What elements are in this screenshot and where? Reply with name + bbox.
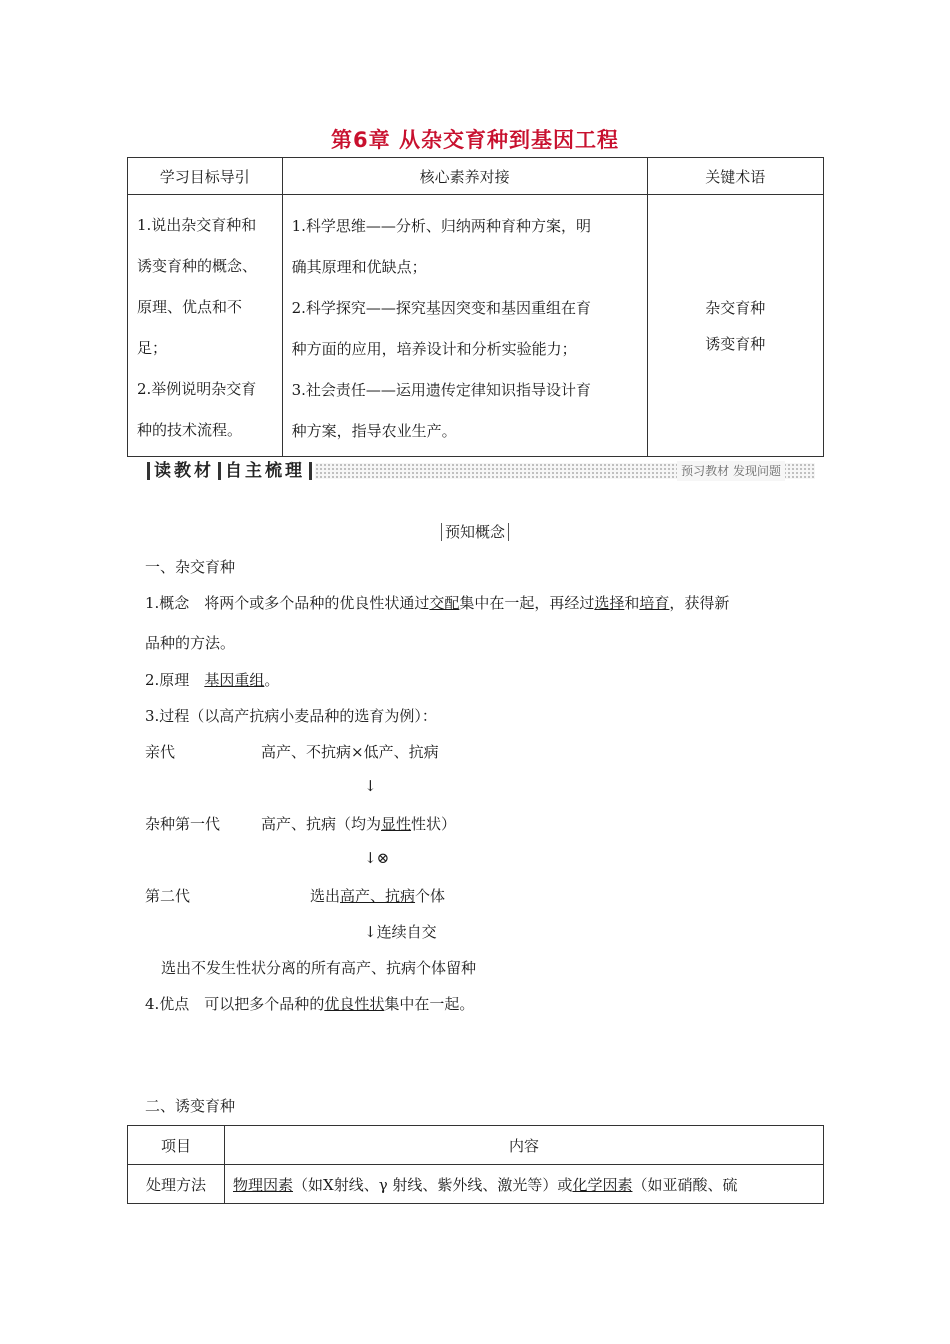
concept-line-2: 品种的方法。 xyxy=(145,634,236,652)
header-terms: 关键术语 xyxy=(647,158,823,195)
row-key: 处理方法 xyxy=(128,1165,225,1204)
literacy-cell xyxy=(282,195,647,457)
table-header-row xyxy=(128,1126,824,1165)
part2-heading: 二、诱变育种 xyxy=(145,1097,236,1115)
answer-blank: 化学因素 xyxy=(572,1175,633,1194)
answer-blank: 显性 xyxy=(381,815,412,833)
table-body-row xyxy=(128,195,824,457)
header-item: 项目 xyxy=(128,1126,225,1165)
final-selection: 选出不发生性状分离的所有高产、抗病个体留种 xyxy=(161,959,477,977)
goal-line: 诱变育种的概念、 xyxy=(137,257,258,275)
term-item: 诱变育种 xyxy=(705,334,766,353)
literacy-line: 1.科学思维——分析、归纳两种育种方案，明 xyxy=(291,217,591,235)
answer-blank: 基因重组 xyxy=(204,671,265,689)
literacy-line: 3.社会责任——运用遗传定律知识指导设计育 xyxy=(291,381,591,399)
arrow-down-icon: ↓ xyxy=(364,777,377,795)
f2-text: 选出高产、抗病个体 xyxy=(310,887,446,905)
parent-label: 亲代 xyxy=(145,743,176,761)
f1-text: 高产、抗病（均为显性性状） xyxy=(261,815,457,833)
answer-blank: 选择 xyxy=(594,594,625,612)
row-value: 物理因素（如X射线、γ 射线、紫外线、激光等）或化学因素（如亚硝酸、硫 xyxy=(225,1165,824,1204)
goal-line: 原理、优点和不 xyxy=(137,298,243,316)
answer-blank: 物理因素 xyxy=(233,1175,294,1194)
header-content: 内容 xyxy=(225,1126,824,1165)
banner-left-b: 自主梳理 xyxy=(225,461,305,481)
terms-cell xyxy=(647,195,823,457)
answer-blank: 培育 xyxy=(639,594,670,612)
principle-line: 2.原理 基因重组。 xyxy=(145,671,280,689)
f1-label: 杂种第一代 xyxy=(145,815,221,833)
answer-blank: 高产、抗病 xyxy=(340,887,416,905)
table-header-row xyxy=(128,158,824,195)
banner-left-a: 读教材 xyxy=(154,461,214,481)
advantage-line: 4.优点 可以把多个品种的优良性状集中在一起。 xyxy=(145,995,475,1013)
continuous-selfing-arrow: ↓连续自交 xyxy=(364,923,437,941)
section-label: 预知概念 xyxy=(0,521,950,542)
goal-line: 种的技术流程。 xyxy=(137,421,243,439)
literacy-line: 2.科学探究——探究基因突变和基因重组在育 xyxy=(291,299,591,317)
concept-line: 1.概念 将两个或多个品种的优良性状通过交配集中在一起，再经过选择和培育，获得新 xyxy=(145,594,730,612)
term-item: 杂交育种 xyxy=(705,298,766,317)
parent-cross: 高产、不抗病×低产、抗病 xyxy=(261,743,439,761)
goal-line: 足； xyxy=(137,339,168,357)
table-row xyxy=(128,1165,824,1204)
literacy-line: 确其原理和优缺点； xyxy=(291,258,427,276)
mutation-breeding-table xyxy=(127,1125,824,1204)
banner-left-heading xyxy=(143,459,316,483)
f2-label: 第二代 xyxy=(145,887,191,905)
part1-heading: 一、杂交育种 xyxy=(145,558,236,576)
literacy-line: 种方面的应用，培养设计和分析实验能力； xyxy=(291,340,577,358)
literacy-line: 种方案，指导农业生产。 xyxy=(291,422,457,440)
section-banner xyxy=(143,459,815,483)
selfing-arrow-icon: ↓⊗ xyxy=(364,849,390,867)
goal-line: 1.说出杂交育种和 xyxy=(137,216,257,234)
header-goals: 学习目标导引 xyxy=(128,158,283,195)
banner-divider xyxy=(309,462,312,480)
banner-divider xyxy=(218,462,221,480)
banner-right-tagline: 预习教材 发现问题 xyxy=(677,461,785,481)
chapter-title: 第6章 从杂交育种到基因工程 xyxy=(331,128,619,152)
goals-cell xyxy=(128,195,283,457)
answer-blank: 交配 xyxy=(429,594,460,612)
answer-blank: 优良性状 xyxy=(324,995,385,1013)
goal-line: 2.举例说明杂交育 xyxy=(137,380,257,398)
process-line: 3.过程（以高产抗病小麦品种的选育为例）： xyxy=(145,707,437,725)
learning-goals-table xyxy=(127,157,824,457)
banner-divider xyxy=(147,462,150,480)
header-literacy: 核心素养对接 xyxy=(282,158,647,195)
